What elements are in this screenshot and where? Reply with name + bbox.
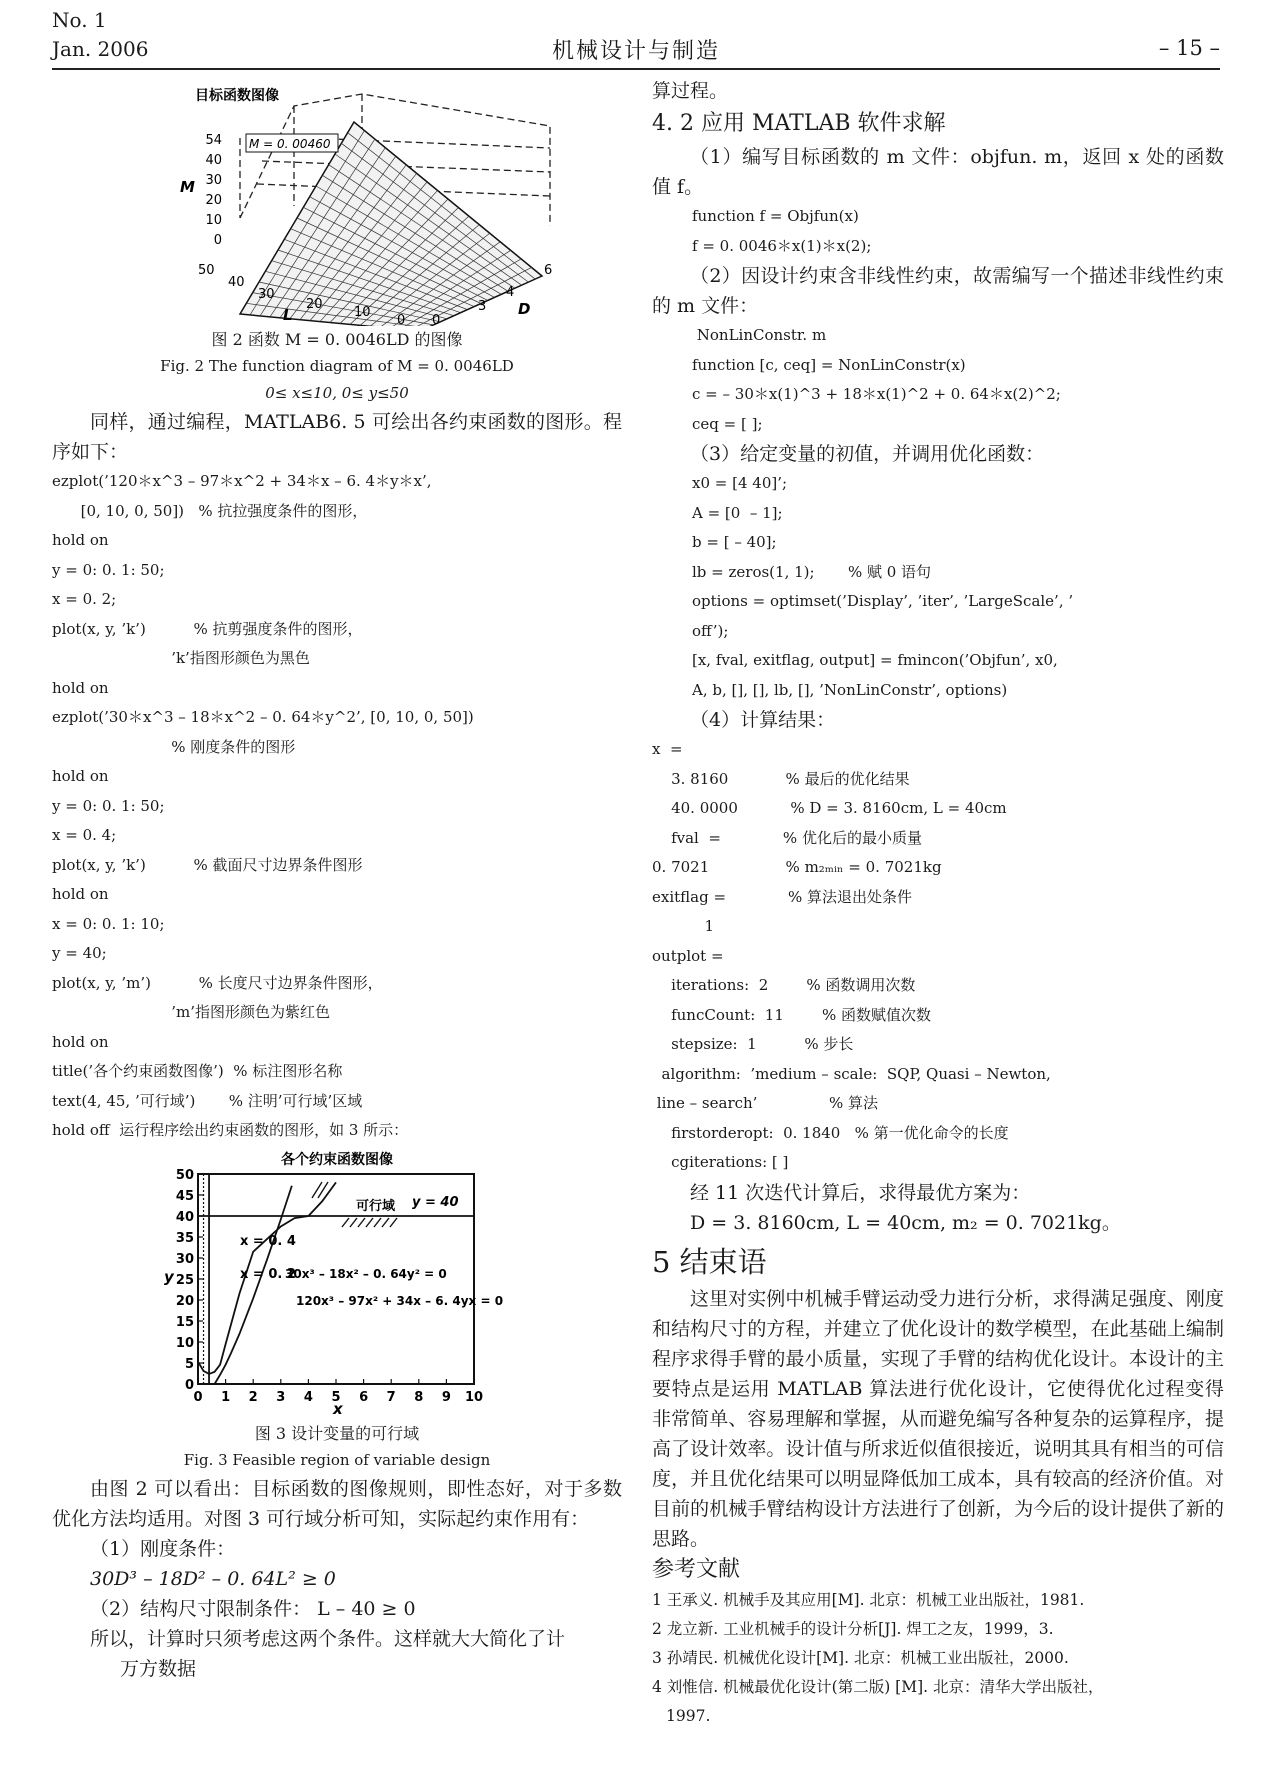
section-5-heading: 5 结束语 [652, 1244, 767, 1279]
fig2-m-tick: 0 [213, 233, 222, 248]
code-line: iterations: 2 % 函数调用次数 [652, 976, 916, 994]
fig3-x-tick-label: 8 [414, 1389, 424, 1405]
code-line: [x, fval, exitflag, output] = fmincon(’Objfun’, x0, [692, 651, 1058, 669]
code-line: ceq = [ ]; [692, 414, 763, 433]
fig3-y-axis-label: y [164, 1267, 174, 1286]
result-summary-2: D = 3. 8160cm, L = 40cm, m₂ = 0. 7021kg。 [690, 1211, 1121, 1234]
fig2-surface [240, 122, 542, 326]
fig3-title: 各个约束函数图像 [281, 1151, 393, 1168]
issue-date: Jan. 2006 [52, 37, 149, 61]
fig3-caption-cn: 图 3 设计变量的可行域 [254, 1423, 420, 1443]
fig2-caption-en: Fig. 2 The function diagram of M = 0. 0046LD [160, 357, 514, 375]
fig2-m-tick: 40 [205, 153, 222, 168]
reference-item: 1 王承义. 机械手及其应用[M]. 北京：机械工业出版社，1981. [652, 1590, 1085, 1609]
fig3-x-tick-label: 10 [464, 1389, 484, 1405]
code-line: x = 0. 4; [52, 826, 117, 844]
code-line: exitflag = % 算法退出处条件 [652, 887, 913, 906]
fig3-y-tick-label: 5 [184, 1356, 194, 1372]
code-line: y = 0: 0. 1: 50; [52, 560, 165, 579]
figure-2-surface-plot [52, 76, 622, 326]
fig3-y-tick-label: 40 [175, 1209, 194, 1225]
code-line: title(’各个约束函数图像’) % 标注图形名称 [52, 1062, 343, 1080]
code-block-fmincon [652, 469, 1224, 705]
code-line: stepsize: 1 % 步长 [652, 1035, 854, 1053]
code-line: c = – 30＊x(1)^3 + 18＊x(1)^2 + 0. 64＊x(2)^2; [692, 385, 1061, 403]
fig2-d-axis-label: D [518, 300, 531, 318]
code-line: 0. 7021 % m₂ₘᵢₙ = 0. 7021kg [652, 858, 942, 876]
code-line: x0 = [4 40]’; [692, 474, 788, 492]
page-number: – 15 – [1158, 36, 1220, 60]
code-line: fval = % 优化后的最小质量 [652, 828, 922, 847]
left-paragraph-2: 由图 2 可以看出：目标函数的图像规则，即性态好，对于多数优化方法均适用。对图 3 可行域分析可知，实际起约束作用有： [52, 1477, 622, 1530]
code-line: options = optimset(’Display’, ’iter’, ’LargeScale’, ’ [692, 592, 1074, 610]
fig3-y-tick-label: 25 [175, 1272, 194, 1288]
fig3-caption-en: Fig. 3 Feasible region of variable design [183, 1450, 491, 1469]
reference-item: 3 孙靖民. 机械优化设计[M]. 北京：机械工业出版社，2000. [652, 1648, 1069, 1667]
fig3-y-tick-label: 0 [184, 1377, 194, 1393]
code-line: x = [652, 740, 683, 758]
fig3-curve1-label: 30x³ – 18x² – 0. 64y² = 0 [285, 1266, 447, 1281]
code-line: function [c, ceq] = NonLinConstr(x) [692, 355, 966, 374]
code-line: hold on [52, 531, 109, 549]
code-line: [0, 10, 0, 50]) % 抗拉强度条件的图形， [52, 501, 368, 520]
code-line: funcCount: 11 % 函数赋值次数 [652, 1005, 932, 1024]
fig3-y40-label: y = 40 [412, 1194, 459, 1210]
right-line-0: 算过程。 [652, 80, 729, 102]
fig2-l-tick: 30 [258, 287, 275, 302]
left-column [52, 76, 622, 1684]
code-line: ezplot(’120＊x^3 – 97＊x^2 + 34＊x – 6. 4＊y＊x’, [52, 472, 432, 490]
code-line: % 刚度条件的图形 [52, 737, 296, 756]
code-line: algorithm: ’medium – scale: SQP, Quasi – Newton, [652, 1064, 1051, 1083]
code-line: f = 0. 0046＊x(1)＊x(2); [692, 236, 872, 255]
fig3-y-tick-label: 50 [175, 1167, 194, 1183]
code-line: 1 [652, 917, 714, 935]
code-line: hold off 运行程序绘出约束函数的图形，如 3 所示： [52, 1121, 409, 1139]
fig2-d-tick: 6 [544, 263, 553, 278]
code-line: A, b, [], [], lb, [], ’NonLinConstr’, options) [692, 680, 1008, 699]
fig3-y-tick-label: 15 [175, 1314, 194, 1330]
code-line: hold on [52, 767, 109, 785]
fig3-x04-label: x = 0. 4 [240, 1233, 296, 1249]
code-line: ’m’指图形颜色为紫红色 [52, 1003, 330, 1021]
fig2-l-axis-label: L [283, 306, 293, 324]
code-line: line – search’ % 算法 [652, 1094, 878, 1112]
right-column [652, 76, 1224, 1731]
code-line: lb = zeros(1, 1); % 赋 0 语句 [692, 562, 932, 581]
code-block-objfun [652, 202, 1224, 261]
reference-item: 4 刘惟信. 机械最优化设计(第二版) [M]. 北京：清华大学出版社， [652, 1677, 1104, 1696]
fig3-x-tick-label: 9 [441, 1389, 451, 1405]
fig3-curve2-label: 120x³ – 97x² + 34x – 6. 4yx = 0 [296, 1293, 504, 1308]
fig3-y-tick-label: 45 [175, 1188, 194, 1204]
structure-condition: （2）结构尺寸限制条件： L – 40 ≥ 0 [90, 1597, 416, 1620]
code-line: outplot = [652, 946, 724, 965]
fig2-m-ticks [205, 133, 222, 248]
fig3-x-tick-label: 7 [386, 1389, 396, 1405]
fig2-m-axis-label: M [180, 178, 195, 196]
fig3-y-tick-label: 10 [175, 1335, 194, 1351]
fig2-annotation: M = 0. 00460 [249, 137, 331, 151]
fig2-m-tick: 20 [205, 193, 222, 208]
section-4-2-heading: 4. 2 应用 MATLAB 软件求解 [652, 111, 946, 136]
step-2: （2）因设计约束含非线性约束，故需编写一个描述非线性约束的 m 文件： [652, 265, 1224, 317]
left-paragraph-1: 同样，通过编程，MATLAB6. 5 可绘出各约束函数的图形。程序如下： [52, 411, 622, 463]
code-line: NonLinConstr. m [692, 326, 827, 344]
references-list [652, 1586, 1224, 1731]
code-line: A = [0 – 1]; [692, 503, 783, 522]
fig3-x-tick-label: 0 [193, 1389, 203, 1405]
code-line: hold on [52, 678, 109, 697]
code-line: ’k’指图形颜色为黑色 [52, 649, 310, 667]
figure-3-constraint-plot [52, 1146, 622, 1418]
fig3-x-tick-label: 3 [276, 1389, 286, 1405]
code-line: plot(x, y, ’m’) % 长度尺寸边界条件图形， [52, 973, 383, 992]
step-4: （4）计算结果： [690, 709, 836, 731]
fig2-d-tick: 0 [432, 313, 441, 326]
fig2-range: 0≤ x≤10, 0≤ y≤50 [265, 384, 409, 402]
fig3-x02-label: x = 0. 2 [240, 1266, 296, 1282]
fig3-feasible-label: 可行域 [356, 1198, 396, 1214]
fig3-x-tick-label: 6 [359, 1389, 369, 1405]
code-line: off’); [692, 621, 729, 640]
step-3: （3）给定变量的初值，并调用优化函数： [690, 443, 1045, 465]
result-block [652, 735, 1224, 1178]
code-line: y = 40; [52, 944, 107, 962]
result-summary-1: 经 11 次迭代计算后，求得最优方案为： [690, 1181, 1031, 1204]
code-line: x = 0: 0. 1: 10; [52, 914, 165, 933]
fig2-m-tick: 30 [205, 173, 222, 188]
fig3-x-tick-label: 5 [331, 1389, 341, 1405]
fig3-x-tick-label: 1 [221, 1389, 231, 1405]
code-line: firstorderopt: 0. 1840 % 第一优化命令的长度 [652, 1123, 1009, 1142]
issue-number: No. 1 [52, 8, 107, 32]
fig2-m-tick: 10 [205, 213, 222, 228]
fig2-l-tick: 20 [306, 297, 323, 312]
fig2-l-tick: 50 [198, 263, 215, 278]
header-rule [52, 68, 1220, 70]
code-line: hold on [52, 1032, 109, 1051]
code-line: plot(x, y, ’k’) % 截面尺寸边界条件图形 [52, 855, 363, 874]
code-line: ezplot(’30＊x^3 – 18＊x^2 – 0. 64＊y^2’, [0, 10, 0, 50]) [52, 708, 474, 726]
fig2-d-tick: 4 [506, 285, 515, 300]
reference-item: 1997. [666, 1706, 711, 1725]
code-line: 40. 0000 % D = 3. 8160cm, L = 40cm [652, 799, 1007, 817]
fig2-title: 目标函数图像 [195, 88, 279, 104]
fig3-x-axis-label: x [333, 1399, 343, 1418]
page-footer-source: 万方数据 [120, 1657, 197, 1680]
fig3-y-tick-label: 35 [175, 1230, 194, 1246]
fig2-l-tick: 40 [228, 275, 245, 290]
code-line: cgiterations: [ ] [652, 1153, 789, 1171]
fig2-d-tick: 3 [478, 299, 487, 314]
journal-title: 机械设计与制造 [551, 39, 720, 64]
reference-item: 2 龙立新. 工业机械手的设计分析[J]. 焊工之友，1999，3. [652, 1619, 1054, 1638]
fig2-caption-cn: 图 2 函数 M = 0. 0046LD 的图像 [211, 330, 463, 349]
code-line: hold on [52, 885, 109, 903]
code-line: text(4, 45, ’可行域’) % 注明’可行域’区域 [52, 1091, 363, 1110]
code-line: b = [ – 40]; [692, 533, 777, 551]
fig3-y-tick-label: 30 [175, 1251, 194, 1267]
conclusion-paragraph: 这里对实例中机械手臂运动受力进行分析，求得满足强度、刚度和结构尺寸的方程，并建立了优化设计的数学模型，在此基础上编制程序求得手臂的最小质量，实现了手臂的结构优化设计。本设计的主要特点是运用 MATLAB 算法进行优化设计，它使得优化过程变得非常简单、容易理解和掌握，从而避免编写各种复杂的运算程序，提高了设计效率。设计值与所求近似值很接近，说明其具有相当的可信度，并且优化结果可以明显降低加工成本，具有较高的经济价值。对目前的机械手臂结构设计方法进行了创新，为今后的设计提供了新的思路。 [652, 1287, 1224, 1550]
code-block-nonlin [652, 321, 1224, 439]
fig2-l-tick: 0 [397, 313, 406, 326]
fig3-y-tick-label: 20 [175, 1293, 194, 1309]
fig2-m-tick: 54 [205, 133, 222, 148]
fig3-x-tick-label: 2 [248, 1389, 258, 1405]
left-paragraph-3: 所以，计算时只须考虑这两个条件。这样就大大简化了计 [90, 1627, 566, 1650]
code-line: function f = Objfun(x) [692, 207, 859, 225]
stiffness-equation: 30D³ – 18D² – 0. 64L² ≥ 0 [90, 1567, 336, 1590]
left-code-block [52, 467, 622, 1146]
code-line: 3. 8160 % 最后的优化结果 [652, 769, 910, 788]
code-line: x = 0. 2; [52, 590, 117, 608]
stiffness-condition: （1）刚度条件： [90, 1537, 236, 1560]
code-line: y = 0: 0. 1: 50; [52, 796, 165, 815]
step-1: （1）编写目标函数的 m 文件：objfun. m，返回 x 处的函数值 f。 [652, 146, 1224, 198]
references-heading: 参考文献 [652, 1556, 741, 1582]
fig2-l-tick: 10 [354, 305, 371, 320]
code-line: plot(x, y, ’k’) % 抗剪强度条件的图形， [52, 619, 363, 638]
fig3-x-tick-label: 4 [303, 1389, 313, 1405]
